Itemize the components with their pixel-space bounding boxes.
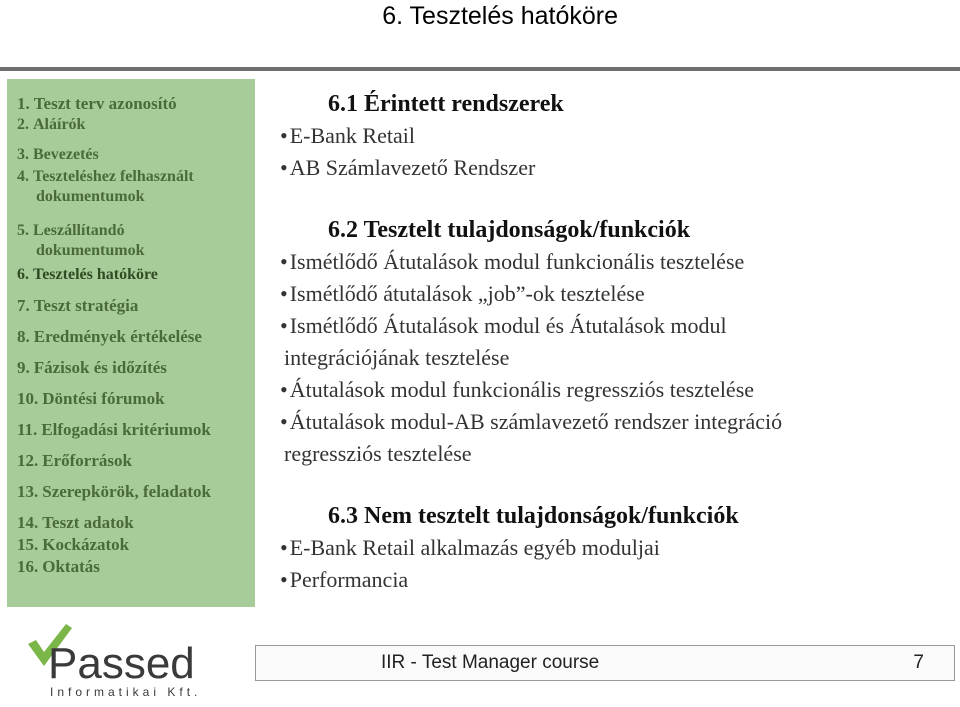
- bullet-item: •Ismétlődő Átutalások modul funkcionális tesztelése: [280, 249, 745, 274]
- section-heading-6-3: 6.3 Nem tesztelt tulajdonságok/funkciók: [328, 503, 739, 529]
- title-divider: [0, 67, 960, 71]
- bullet-item: •E-Bank Retail alkalmazás egyéb moduljai: [280, 535, 660, 560]
- bullet-item: •Performancia: [280, 567, 409, 592]
- slide-title: 6. Tesztelés hatóköre: [382, 2, 618, 30]
- bullet-item: •Átutalások modul funkcionális regressziós tesztelése: [280, 377, 755, 402]
- toc-item-10[interactable]: 10. Döntési fórumok: [17, 389, 165, 408]
- toc-item-7[interactable]: 7. Teszt stratégia: [17, 296, 139, 315]
- bullet-continuation: integrációjának tesztelése: [284, 345, 510, 370]
- bullet-continuation: regressziós tesztelése: [284, 441, 472, 466]
- bullet-item: •Ismétlődő Átutalások modul és Átutalások modul: [280, 313, 727, 338]
- toc-item-5[interactable]: 5. Leszállítandó dokumentumok: [17, 222, 145, 259]
- toc-item-9[interactable]: 9. Fázisok és időzítés: [17, 358, 167, 377]
- toc-item-3[interactable]: 3. Bevezetés: [17, 146, 99, 163]
- toc-item-1[interactable]: 1. Teszt terv azonosító: [17, 94, 177, 113]
- toc-item-2[interactable]: 2. Aláírók: [17, 116, 86, 133]
- bullet-item: •Ismétlődő átutalások „job”-ok tesztelése: [280, 281, 645, 306]
- toc-item-15[interactable]: 15. Kockázatok: [17, 535, 130, 554]
- toc-item-11[interactable]: 11. Elfogadási kritériumok: [17, 420, 211, 439]
- bullet-item: •Átutalások modul-AB számlavezető rendszer integráció: [280, 409, 783, 434]
- slide-content: [280, 88, 950, 596]
- logo-subtitle: Informatikai Kft.: [50, 685, 202, 699]
- toc-item-8[interactable]: 8. Eredmények értékelése: [17, 327, 202, 346]
- sidebar-toc: [7, 79, 255, 607]
- passed-logo: [22, 620, 247, 700]
- section-heading-6-1: 6.1 Érintett rendszerek: [328, 91, 564, 117]
- toc-item-6[interactable]: 6. Tesztelés hatóköre: [17, 266, 158, 283]
- footer-bar: [255, 645, 955, 681]
- bullet-item: •E-Bank Retail: [280, 123, 415, 148]
- toc-item-4[interactable]: 4. Teszteléshez felhasznált dokumentumok: [17, 168, 194, 205]
- toc-item-16[interactable]: 16. Oktatás: [17, 557, 100, 576]
- bullet-item: •AB Számlavezető Rendszer: [280, 155, 536, 180]
- page-number: 7: [913, 652, 924, 673]
- toc-item-13[interactable]: 13. Szerepkörök, feladatok: [17, 482, 211, 501]
- footer-course-title: IIR - Test Manager course: [381, 652, 600, 673]
- section-heading-6-2: 6.2 Tesztelt tulajdonságok/funkciók: [328, 217, 691, 243]
- logo-wordmark: Passed: [48, 639, 195, 688]
- toc-item-12[interactable]: 12. Erőforrások: [17, 451, 132, 470]
- toc-item-14[interactable]: 14. Teszt adatok: [17, 513, 134, 532]
